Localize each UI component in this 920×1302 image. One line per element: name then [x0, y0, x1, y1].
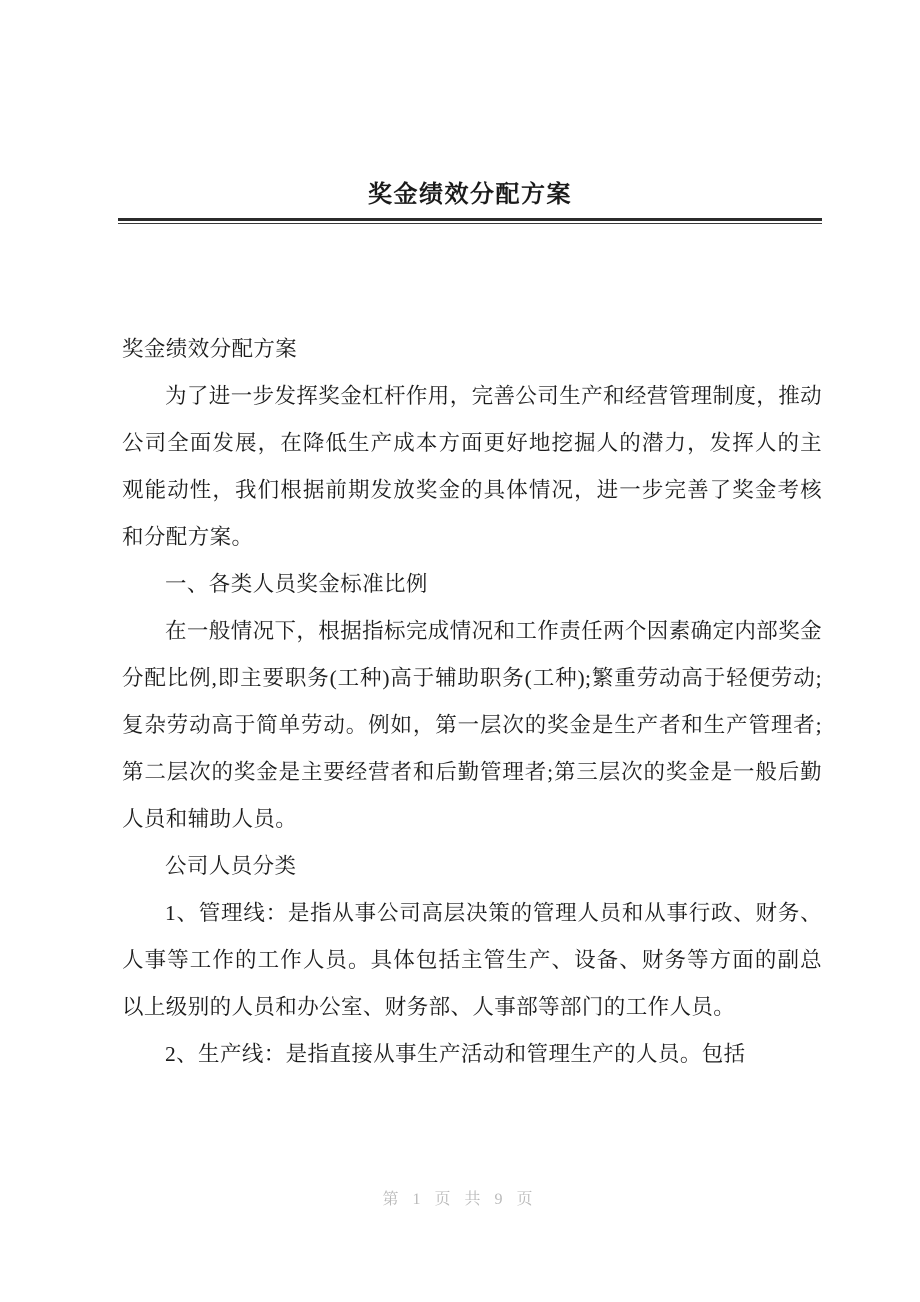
paragraph-intro: 为了进一步发挥奖金杠杆作用，完善公司生产和经营管理制度，推动公司全面发展，在降低生产成本方面更好地挖掘人的潜力，发挥人的主观能动性，我们根据前期发放奖金的具体情况，进一步完善了奖金考核和分配方案。 — [122, 384, 823, 549]
paragraph-item-two-production-line: 2、生产线：是指直接从事生产活动和管理生产的人员。包括 — [165, 1042, 746, 1066]
paragraph-personnel-classification-heading: 公司人员分类 — [165, 854, 297, 878]
paragraph-section-one-body: 在一般情况下，根据指标完成情况和工作责任两个因素确定内部奖金分配比例,即主要职务(工种)高于辅助职务(工种);繁重劳动高于轻便劳动;复杂劳动高于简单劳动。例如，第一层次的奖金是生产者和生产管理者;第二层次的奖金是主要经营者和后勤管理者;第三层次的奖金是一般后勤人员和辅助人员。 — [122, 619, 823, 831]
title-divider-rule — [118, 218, 822, 224]
paragraph-item-one-management-line: 1、管理线：是指从事公司高层决策的管理人员和从事行政、财务、人事等工作的工作人员。具体包括主管生产、设备、财务等方面的副总以上级别的人员和办公室、财务部、人事部等部门的工作人员。 — [122, 901, 822, 1019]
paragraph-heading-repeat: 奖金绩效分配方案 — [122, 337, 298, 361]
page-footer: 第 1 页 共 9 页 — [382, 1191, 538, 1208]
title-block — [118, 178, 822, 224]
paragraph-section-one-heading: 一、各类人员奖金标准比例 — [165, 572, 428, 596]
document-body — [122, 326, 822, 1078]
page-title: 奖金绩效分配方案 — [368, 180, 572, 208]
